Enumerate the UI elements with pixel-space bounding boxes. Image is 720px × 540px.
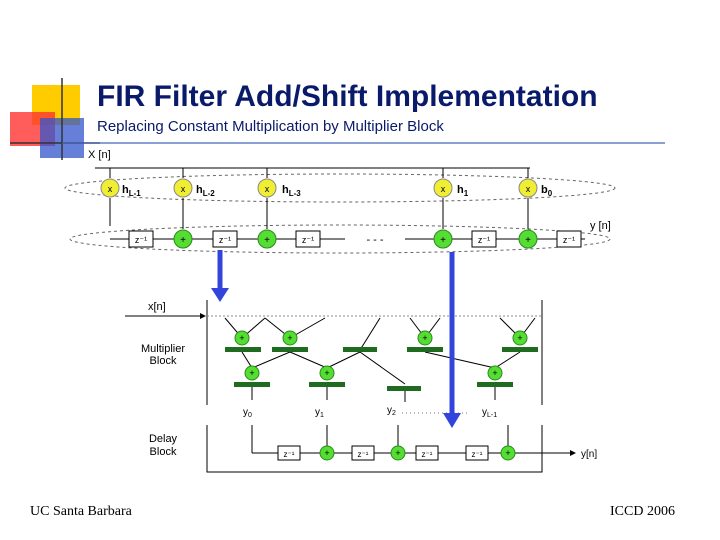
coef-label: $b_0$: [541, 184, 553, 198]
output-yL-1: $y_{L-1}$: [482, 407, 498, 419]
top-output-label: y [n]: [590, 220, 611, 232]
db-delay-3: [416, 446, 438, 460]
top-delay-2: [213, 231, 237, 247]
slide-subtitle: Replacing Constant Multiplication by Multiplier Block: [97, 118, 444, 135]
mb-adder-4: [407, 331, 443, 352]
svg-text:+: +: [287, 333, 293, 343]
svg-text:+: +: [180, 235, 186, 246]
top-ellipsis: - - -: [366, 234, 384, 246]
db-delay-1: [278, 446, 300, 460]
svg-text:x: x: [180, 184, 186, 194]
mb-adder-9: [477, 366, 513, 387]
svg-text:+: +: [517, 333, 523, 343]
svg-text:+: +: [264, 235, 270, 246]
footer-left: UC Santa Barbara: [30, 504, 132, 519]
svg-text:+: +: [324, 448, 330, 458]
mb-adder-2: [272, 331, 308, 352]
svg-text:z⁻¹: z⁻¹: [283, 450, 295, 459]
svg-text:z⁻¹: z⁻¹: [357, 450, 369, 459]
svg-text:+: +: [505, 448, 511, 458]
mb-adder-5: [502, 331, 538, 352]
footer-right: ICCD 2006: [610, 504, 675, 519]
db-delay-2: [352, 446, 374, 460]
svg-text:+: +: [422, 333, 428, 343]
mapping-arrow-right-head: [443, 413, 461, 428]
coef-label: $h_1$: [457, 184, 469, 198]
delay-block-label-1: Delay: [148, 433, 178, 445]
multiplier-block-label-1: Multiplier: [140, 343, 186, 355]
svg-text:z⁻¹: z⁻¹: [301, 235, 315, 245]
svg-text:+: +: [492, 368, 498, 378]
svg-text:z⁻¹: z⁻¹: [134, 235, 148, 245]
mb-adder-7: [309, 366, 345, 387]
svg-text:x: x: [107, 184, 113, 194]
bottom-output-label: y[n]: [581, 449, 598, 460]
top-delay-4: [472, 231, 496, 247]
top-adder-4: [519, 230, 537, 248]
multiplier-block-label-2: Block: [149, 355, 177, 367]
db-adder-1: [320, 446, 334, 460]
svg-text:+: +: [249, 368, 255, 378]
coef-label: $h_{L-1}$: [122, 184, 141, 198]
output-y0: $y_0$: [243, 407, 252, 419]
svg-text:+: +: [525, 235, 531, 246]
db-delay-4: [466, 446, 488, 460]
svg-text:z⁻¹: z⁻¹: [471, 450, 483, 459]
svg-text:z⁻¹: z⁻¹: [218, 235, 232, 245]
bottom-input-label: x[n]: [148, 301, 166, 313]
svg-text:x: x: [525, 184, 531, 194]
output-y2: $y_2$: [387, 405, 396, 417]
svg-text:+: +: [239, 333, 245, 343]
top-tap-2: [258, 168, 301, 229]
svg-text:+: +: [324, 368, 330, 378]
top-tap-3: [434, 168, 469, 229]
top-input-label: X [n]: [88, 149, 111, 161]
svg-text:+: +: [395, 448, 401, 458]
mb-bar-8: [387, 386, 421, 391]
svg-text:z⁻¹: z⁻¹: [562, 235, 576, 245]
top-adder-2: [258, 230, 276, 248]
svg-text:z⁻¹: z⁻¹: [421, 450, 433, 459]
svg-text:x: x: [440, 184, 446, 194]
coef-label: $h_{L-2}$: [196, 184, 215, 198]
top-delay-3: [296, 231, 320, 247]
top-adder-1: [174, 230, 192, 248]
svg-text:+: +: [440, 235, 446, 246]
mb-bar-3: [343, 347, 377, 352]
db-adder-3: [501, 446, 515, 460]
mapping-arrow-left-head: [211, 288, 229, 302]
db-adder-2: [391, 446, 405, 460]
top-tap-1: [174, 168, 215, 229]
output-y1: $y_1$: [315, 407, 324, 419]
top-delay-1: [129, 231, 153, 247]
mb-adder-6: [234, 366, 270, 387]
top-delay-5: [557, 231, 581, 247]
top-adder-3: [434, 230, 452, 248]
svg-text:x: x: [264, 184, 270, 194]
top-tap-0: [101, 168, 141, 226]
mb-adder-1: [225, 331, 261, 352]
coef-label: $h_{L-3}$: [282, 184, 301, 198]
svg-text:z⁻¹: z⁻¹: [477, 235, 491, 245]
slide-title: FIR Filter Add/Shift Implementation: [97, 80, 598, 113]
delay-block-label-2: Block: [149, 446, 177, 458]
